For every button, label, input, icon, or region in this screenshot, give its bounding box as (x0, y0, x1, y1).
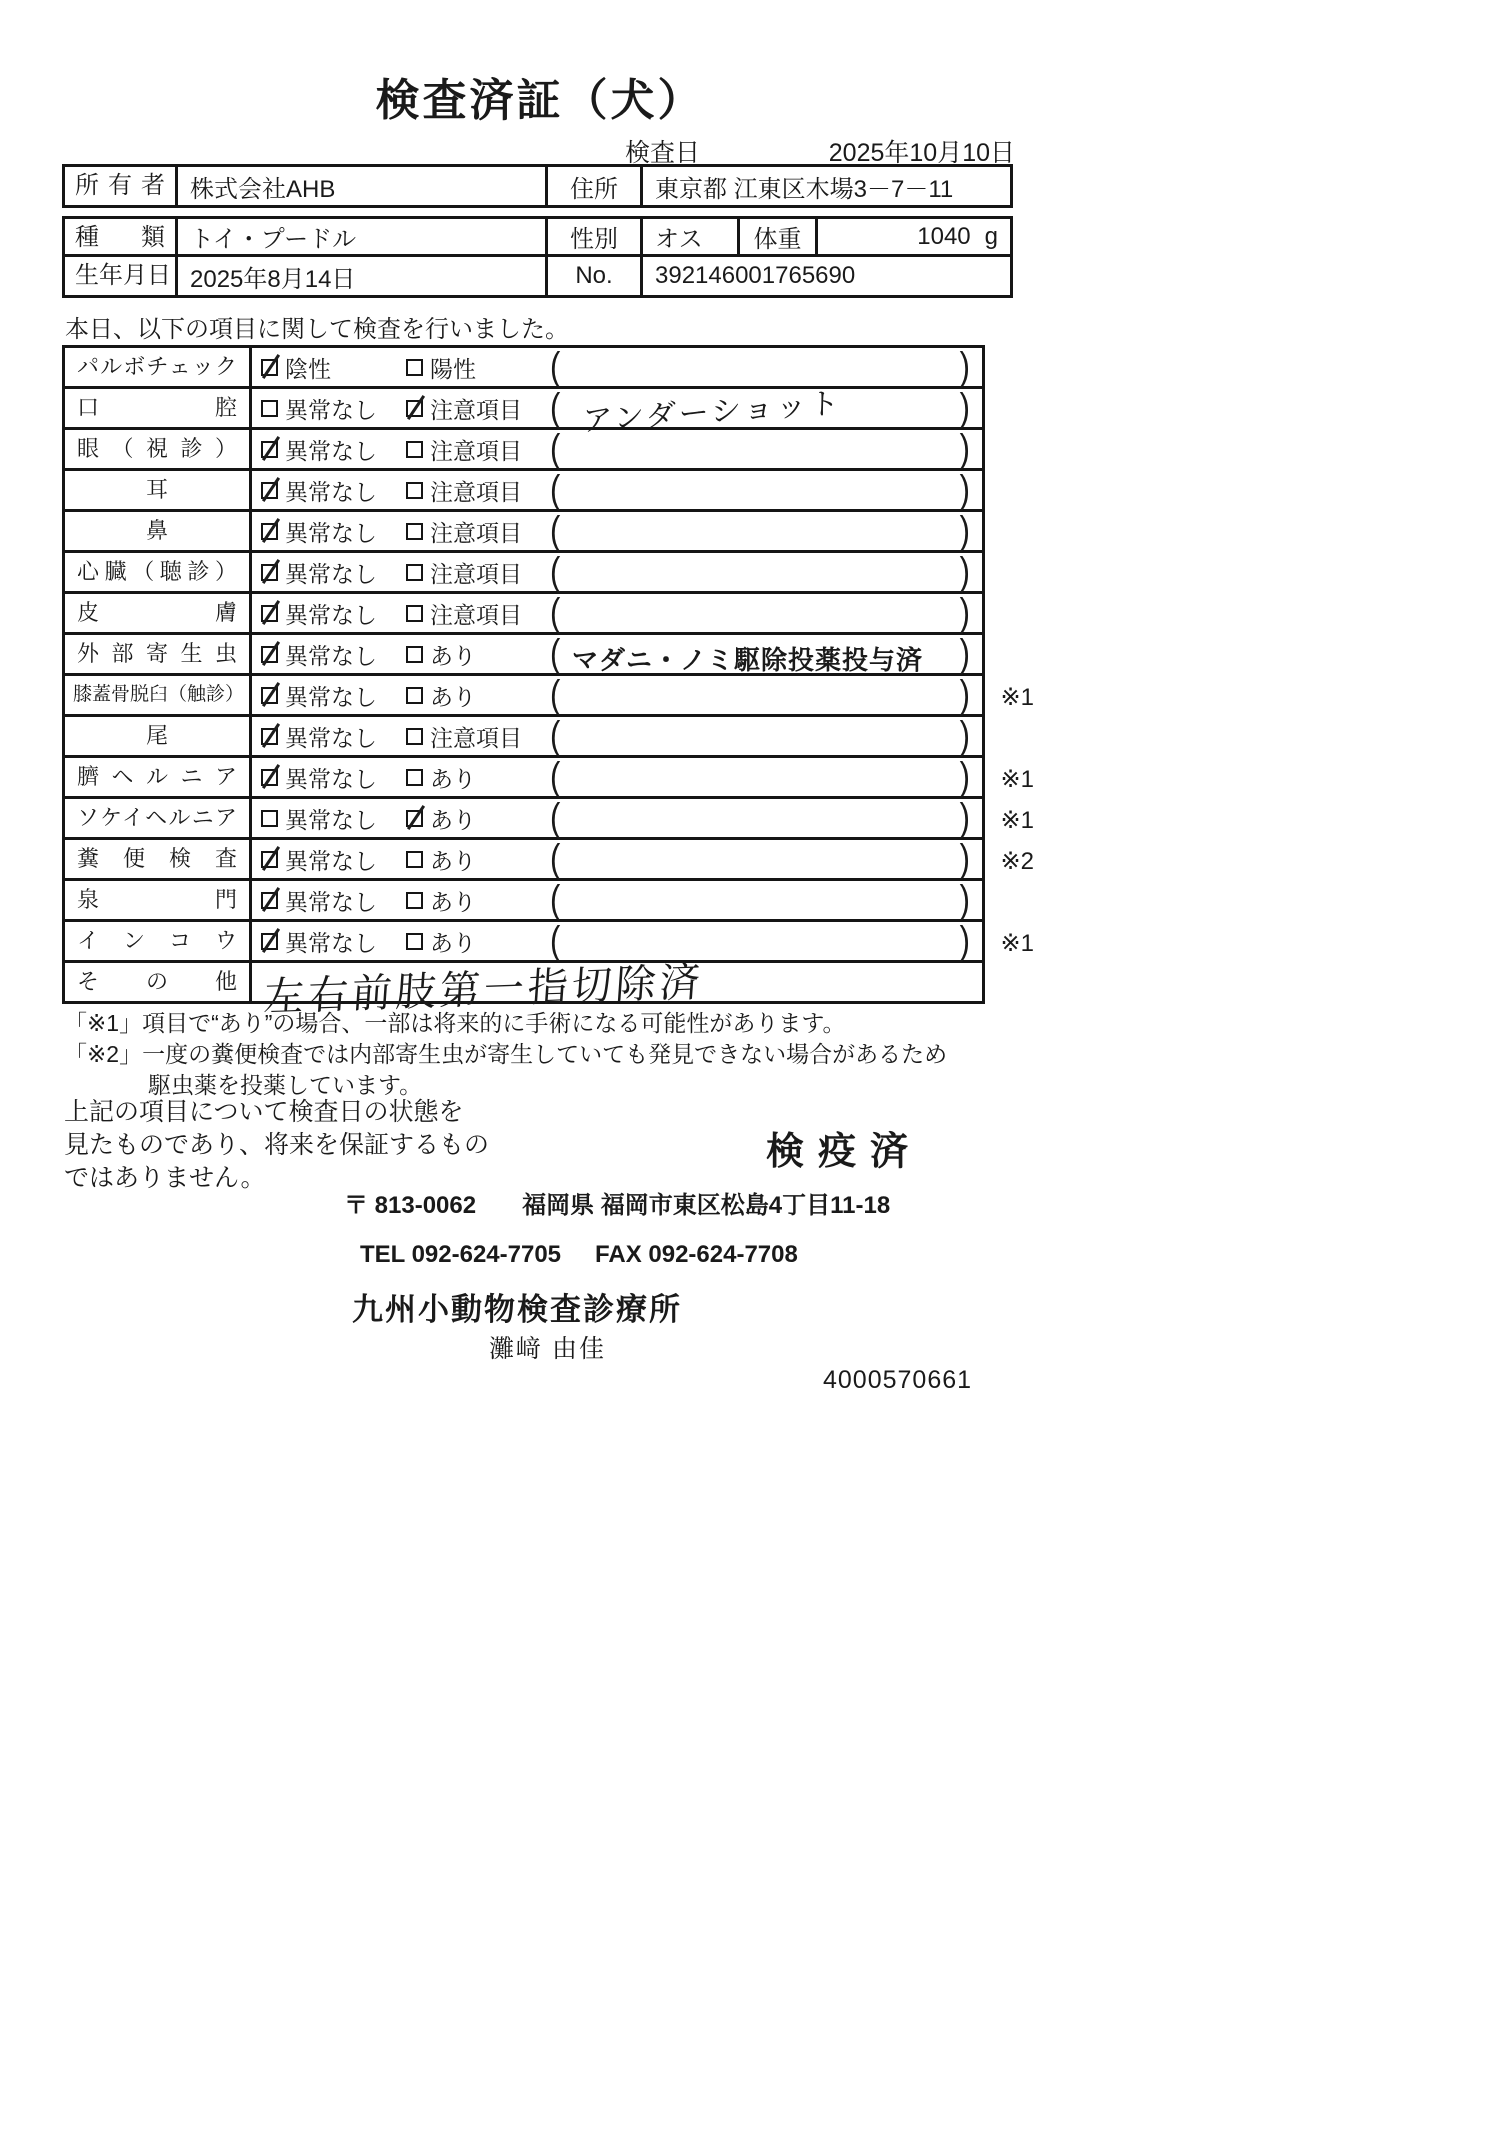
checklist-option-label: 異常なし (285, 806, 377, 833)
checklist-option (397, 348, 542, 386)
checklist-option (397, 430, 542, 468)
checklist-option (397, 389, 542, 427)
checklist-row (65, 467, 982, 512)
close-paren-glyph: ) (959, 590, 970, 635)
checklist-row (65, 836, 1034, 881)
checklist-option (397, 553, 542, 591)
checkbox-empty-icon (406, 687, 423, 704)
checklist-option (397, 758, 542, 796)
checklist-item-label: 尾 (65, 717, 252, 755)
checklist-option (252, 799, 397, 837)
checklist-option-label: あり (430, 683, 476, 710)
owner-row (65, 167, 1010, 205)
checklist-item-label: ソケイヘルニア (65, 799, 252, 837)
checklist-row (65, 426, 982, 471)
checklist-option-label: 異常なし (285, 847, 377, 874)
pet-info-table (62, 216, 1013, 298)
checklist-item-label: 心臓（聴診） (65, 553, 252, 591)
checkbox-checked-icon (406, 810, 423, 827)
owner-value: 株式会社AHB (178, 167, 548, 205)
close-paren-glyph: ) (959, 385, 970, 430)
checkbox-checked-icon (261, 523, 278, 540)
weight-label: 体重 (740, 219, 818, 254)
checkbox-empty-icon (406, 441, 423, 458)
checkbox-checked-icon (261, 933, 278, 950)
checklist-option-label: あり (430, 806, 476, 833)
checklist-row (65, 549, 982, 594)
intro-text: 本日、以下の項目に関して検査を行いました。 (65, 316, 569, 343)
remark-zone (542, 508, 982, 553)
weight-unit: g (984, 222, 998, 250)
checklist-option-label: 異常なし (285, 929, 377, 956)
owner-table (62, 164, 1013, 208)
checklist-option-label: あり (430, 765, 476, 792)
other-remark-zone (252, 960, 982, 1020)
checkbox-checked-icon (261, 769, 278, 786)
checklist-option-label: 異常なし (285, 478, 377, 505)
open-paren-glyph: ( (550, 836, 561, 881)
birthdate-value: 2025年8月14日 (178, 257, 548, 295)
checklist-option (252, 430, 397, 468)
checklist-item-label: 口腔 (65, 389, 252, 427)
checklist-option-label: 注意項目 (430, 396, 522, 423)
checklist-item-label: 糞便検査 (65, 840, 252, 878)
checklist-option-label: 異常なし (285, 396, 377, 423)
checklist-option (397, 881, 542, 919)
checklist-option-label: 陰性 (285, 355, 331, 382)
checkbox-checked-icon (261, 441, 278, 458)
birthdate-label: 生年月日 (65, 257, 178, 295)
no-value: 392146001765690 (655, 262, 856, 289)
checklist-option (252, 594, 397, 632)
checkbox-empty-icon (406, 605, 423, 622)
checklist-option (397, 635, 542, 673)
checklist-option (397, 922, 542, 960)
address-value: 東京都 江東区木場3－7－11 (655, 175, 954, 203)
checklist-row (65, 508, 982, 553)
disclaimer-line-1: 上記の項目について検査日の状態を (64, 1098, 464, 1126)
checklist-option (252, 389, 397, 427)
close-paren-glyph: ) (959, 508, 970, 553)
handwritten-remark: アンダーショット (581, 386, 843, 439)
close-paren-glyph: ) (959, 795, 970, 840)
quarantine-passed-stamp: 検疫済 (766, 1131, 923, 1173)
checklist-option (252, 512, 397, 550)
checkbox-empty-icon (406, 646, 423, 663)
checklist-row (65, 344, 982, 389)
clinic-fax: FAX 092-624-7708 (595, 1241, 798, 1268)
checklist-row (65, 877, 982, 922)
checklist-row (65, 795, 1034, 840)
disclaimer-line-3: ではありません。 (64, 1164, 266, 1192)
checklist-option-label: あり (430, 929, 476, 956)
checklist-option-label: 異常なし (285, 560, 377, 587)
breed-value: トイ・プードル (178, 219, 548, 254)
remark-zone (542, 795, 982, 840)
close-paren-glyph: ) (959, 713, 970, 758)
checklist-item-label: 膝蓋骨脱臼（触診） (65, 676, 252, 714)
close-paren-glyph: ) (959, 877, 970, 922)
checkbox-checked-icon (406, 400, 423, 417)
footnote-2-continued: 駆虫薬を投薬しています。 (148, 1072, 423, 1098)
owner-label: 所有者 (65, 167, 178, 205)
open-paren-glyph: ( (550, 549, 561, 594)
checklist-option (252, 922, 397, 960)
checkbox-empty-icon (261, 400, 278, 417)
checklist-option-label: あり (430, 847, 476, 874)
close-paren-glyph: ) (959, 754, 970, 799)
checklist-option-label: 異常なし (285, 724, 377, 751)
remark-zone (542, 344, 982, 389)
checklist-option-label: 注意項目 (430, 519, 522, 546)
checkbox-empty-icon (406, 523, 423, 540)
remark-zone (542, 549, 982, 594)
checklist-option (252, 471, 397, 509)
checkbox-empty-icon (406, 769, 423, 786)
checkbox-checked-icon (261, 851, 278, 868)
open-paren-glyph: ( (550, 918, 561, 963)
checklist-option (252, 758, 397, 796)
checklist-item-label: 鼻 (65, 512, 252, 550)
sex-value: オス (643, 219, 740, 254)
checklist-option-label: 異常なし (285, 519, 377, 546)
footnote-reference: ※2 (1000, 848, 1034, 875)
checklist-option (397, 717, 542, 755)
document-title: 検査済証（犬） (375, 76, 705, 125)
remark-zone (542, 754, 982, 799)
open-paren-glyph: ( (550, 426, 561, 471)
checklist-option-label: 異常なし (285, 437, 377, 464)
checklist-item-label: パルボチェック (65, 348, 252, 386)
weight-value: 1040 (917, 222, 971, 250)
footnote-reference: ※1 (1000, 766, 1034, 793)
checkbox-empty-icon (406, 728, 423, 745)
checklist-option (252, 840, 397, 878)
clinic-phone-row (360, 1241, 798, 1269)
checklist-option (252, 348, 397, 386)
close-paren-glyph: ) (959, 836, 970, 881)
checklist-option-label: 異常なし (285, 683, 377, 710)
remark-zone (542, 672, 982, 717)
checkbox-empty-icon (406, 564, 423, 581)
checkbox-checked-icon (261, 646, 278, 663)
checklist-option-label: 注意項目 (430, 601, 522, 628)
clinic-address-row (344, 1185, 890, 1220)
checklist-option (397, 471, 542, 509)
checklist-option (397, 840, 542, 878)
footnote-reference: ※1 (1000, 930, 1034, 957)
remark-zone (542, 631, 982, 676)
checklist-option (252, 881, 397, 919)
checklist-row (65, 960, 982, 1020)
checklist-option (397, 594, 542, 632)
checkbox-checked-icon (261, 605, 278, 622)
checkbox-checked-icon (261, 728, 278, 745)
checklist-item-label: 臍ヘルニア (65, 758, 252, 796)
checkbox-empty-icon (406, 359, 423, 376)
checklist-row (65, 713, 982, 758)
checkbox-checked-icon (261, 687, 278, 704)
inspection-checklist-table (62, 344, 1034, 1020)
footnote-2: 「※2」一度の糞便検査では内部寄生虫が寄生していても発見できない場合があるため (64, 1041, 948, 1067)
checklist-option-label: 異常なし (285, 765, 377, 792)
footnotes (64, 1008, 947, 1101)
clinic-tel: TEL 092-624-7705 (360, 1241, 562, 1268)
remark-zone (542, 877, 982, 922)
open-paren-glyph: ( (550, 344, 561, 389)
checklist-option (252, 676, 397, 714)
checklist-option (252, 717, 397, 755)
close-paren-glyph: ) (959, 631, 970, 676)
sex-label: 性別 (548, 219, 643, 254)
checkbox-empty-icon (406, 892, 423, 909)
close-paren-glyph: ) (959, 672, 970, 717)
breed-row (65, 219, 1010, 257)
checklist-option-label: あり (430, 642, 476, 669)
checklist-row (65, 754, 1034, 799)
checklist-row (65, 590, 982, 635)
checklist-option-label: 陽性 (430, 355, 476, 382)
open-paren-glyph: ( (550, 795, 561, 840)
address-label: 住所 (548, 167, 643, 205)
close-paren-glyph: ) (959, 549, 970, 594)
checkbox-checked-icon (261, 892, 278, 909)
checklist-option-label: 異常なし (285, 642, 377, 669)
checklist-item-label: 外部寄生虫 (65, 635, 252, 673)
checklist-option (252, 553, 397, 591)
close-paren-glyph: ) (959, 426, 970, 471)
checklist-item-label: 眼（視診） (65, 430, 252, 468)
footnote-reference: ※1 (1000, 684, 1034, 711)
open-paren-glyph: ( (550, 672, 561, 717)
remark-zone (542, 467, 982, 512)
checklist-item-label: 耳 (65, 471, 252, 509)
checkbox-empty-icon (406, 851, 423, 868)
checklist-row (65, 672, 1034, 717)
checklist-option-label: 注意項目 (430, 724, 522, 751)
disclaimer-line-2: 見たものであり、将来を保証するもの (64, 1131, 490, 1159)
clinic-address: 福岡県 福岡市東区松島4丁目11-18 (522, 1192, 891, 1219)
birthdate-row (65, 257, 1010, 295)
checkbox-empty-icon (406, 482, 423, 499)
printed-remark: マダニ・ノミ駆除投薬投与済 (572, 645, 924, 675)
open-paren-glyph: ( (550, 877, 561, 922)
checklist-option (397, 799, 542, 837)
checkbox-empty-icon (261, 810, 278, 827)
open-paren-glyph: ( (550, 754, 561, 799)
checkbox-empty-icon (406, 933, 423, 950)
handwritten-other-note: 左右前肢第一指切除済 (262, 960, 706, 1020)
checklist-option (397, 676, 542, 714)
close-paren-glyph: ) (959, 918, 970, 963)
open-paren-glyph: ( (550, 467, 561, 512)
inspection-date-label: 検査日 (625, 139, 701, 167)
disclaimer-text (64, 1096, 489, 1195)
checklist-item-label: 皮膚 (65, 594, 252, 632)
remark-zone (542, 836, 982, 881)
checkbox-checked-icon (261, 564, 278, 581)
postal-code: 〒 813-0062 (344, 1192, 477, 1219)
checklist-row (65, 385, 982, 439)
checklist-option-label: あり (430, 888, 476, 915)
checklist-option-label: 異常なし (285, 888, 377, 915)
checklist-item-label: その他 (65, 963, 252, 1001)
weight-cell (818, 219, 1010, 254)
checklist-row (65, 631, 982, 676)
checkbox-checked-icon (261, 482, 278, 499)
inspector-name: 灘﨑 由佳 (489, 1335, 606, 1363)
close-paren-glyph: ) (959, 344, 970, 389)
inspection-date-value: 2025年10月10日 (828, 139, 1015, 167)
checklist-option-label: 注意項目 (430, 560, 522, 587)
checkbox-checked-icon (261, 359, 278, 376)
open-paren-glyph: ( (550, 631, 561, 676)
checklist-option-label: 注意項目 (430, 478, 522, 505)
checklist-option (397, 512, 542, 550)
open-paren-glyph: ( (550, 590, 561, 635)
remark-zone (542, 590, 982, 635)
footnote-1: 「※1」項目で“あり”の場合、一部は将来的に手術になる可能性があります。 (64, 1010, 846, 1036)
checklist-option (252, 635, 397, 673)
footnote-reference: ※1 (1000, 807, 1034, 834)
serial-number: 4000570661 (823, 1366, 973, 1394)
checklist-item-label: インコウ (65, 922, 252, 960)
checklist-item-label: 泉門 (65, 881, 252, 919)
remark-zone (542, 426, 982, 471)
open-paren-glyph: ( (550, 713, 561, 758)
breed-label: 種類 (65, 219, 178, 254)
open-paren-glyph: ( (550, 385, 561, 430)
remark-zone (542, 713, 982, 758)
no-label: No. (548, 257, 643, 295)
checklist-option-label: 注意項目 (430, 437, 522, 464)
checklist-option-label: 異常なし (285, 601, 377, 628)
close-paren-glyph: ) (959, 467, 970, 512)
clinic-name: 九州小動物検査診療所 (352, 1292, 682, 1327)
remark-zone (542, 385, 982, 439)
open-paren-glyph: ( (550, 508, 561, 553)
